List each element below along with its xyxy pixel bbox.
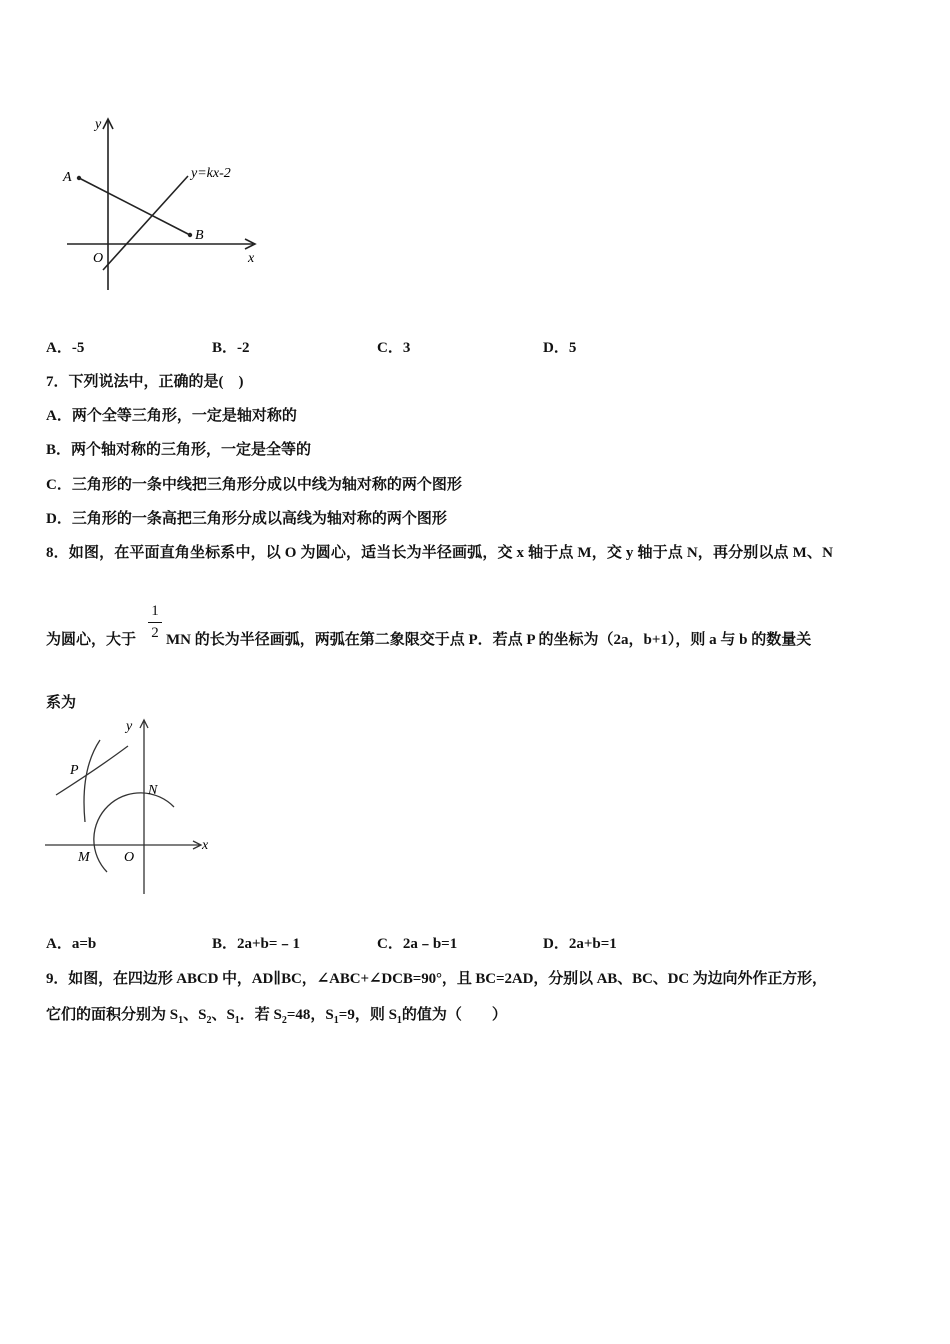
segment-ab <box>79 178 190 235</box>
point-b-dot <box>188 233 192 237</box>
x-axis-label: x <box>202 838 209 853</box>
q6-option-a[interactable]: A．-5 <box>46 340 85 356</box>
q9-text-part: =9，则 S <box>338 1007 397 1023</box>
subscript: 2 <box>206 1015 212 1026</box>
q8-line2-after: MN 的长为半径画弧，两弧在第二象限交于点 P．若点 P 的坐标为（2a，b+1），则 a 与 b 的数量关 <box>166 632 812 648</box>
q6-option-b[interactable]: B．-2 <box>212 340 250 356</box>
q8-option-a[interactable]: A．a=b <box>46 936 97 952</box>
q9-text-part: 它们的面积分别为 S <box>46 1007 179 1023</box>
q8-line3: 系为 <box>46 695 77 711</box>
point-a-label: A <box>63 170 72 185</box>
q9-line1: 9．如图，在四边形 ABCD 中，AD∥BC，∠ABC+∠DCB=90°，且 BC=2AD，分别以 AB、BC、DC 为边向外作正方形， <box>46 971 827 987</box>
q9-text-part: 的值为（ ） <box>401 1007 507 1023</box>
q9-line2 <box>46 1003 507 1026</box>
q7-option-d[interactable]: D．三角形的一条高把三角形分成以高线为轴对称的两个图形 <box>46 511 447 527</box>
q8-option-b[interactable]: B．2a+b=﹣1 <box>212 936 300 952</box>
arc-from-n <box>84 740 100 822</box>
line-y-kx-2 <box>103 176 188 270</box>
x-axis-label: x <box>248 251 255 266</box>
q7-option-b[interactable]: B．两个轴对称的三角形，一定是全等的 <box>46 442 312 458</box>
y-axis-label: y <box>95 117 102 132</box>
subscript: 2 <box>281 1015 287 1026</box>
subscript: 1 <box>178 1015 184 1026</box>
line-equation-label: y=kx-2 <box>191 166 231 181</box>
q8-line1: 8．如图，在平面直角坐标系中，以 O 为圆心，适当长为半径画弧，交 x 轴于点 M，交 y 轴于点 N，再分别以点 M、N <box>46 545 834 561</box>
point-a-dot <box>77 176 81 180</box>
subscript: 1 <box>234 1015 240 1026</box>
fraction-denominator: 2 <box>151 625 159 641</box>
q6-option-d[interactable]: D．5 <box>543 340 577 356</box>
y-axis-label: y <box>126 719 133 734</box>
q9-text-part: ．若 S <box>239 1007 282 1023</box>
origin-label: O <box>93 251 104 266</box>
q7-option-c[interactable]: C．三角形的一条中线把三角形分成以中线为轴对称的两个图形 <box>46 477 462 493</box>
q6-option-c[interactable]: C．3 <box>377 340 411 356</box>
arc-from-m <box>56 746 128 795</box>
q9-text-part: 、S <box>211 1007 235 1023</box>
subscript: 1 <box>396 1015 402 1026</box>
subscript: 1 <box>333 1015 339 1026</box>
figure-linear-function <box>55 110 275 300</box>
q8-option-d[interactable]: D．2a+b=1 <box>543 936 617 952</box>
point-b-label: B <box>195 228 204 243</box>
fraction-numerator: 1 <box>151 603 159 619</box>
q9-text-part: =48，S <box>286 1007 334 1023</box>
origin-label: O <box>124 850 135 865</box>
one-half-fraction <box>148 603 162 642</box>
q8-line2-before: 为圆心，大于 <box>46 632 137 648</box>
q7-option-a[interactable]: A．两个全等三角形，一定是轴对称的 <box>46 408 297 424</box>
point-n-label: N <box>148 783 158 798</box>
q7-stem: 7．下列说法中，正确的是( ) <box>46 374 244 390</box>
figure-compass-construction <box>40 712 230 902</box>
q9-text-part: 、S <box>183 1007 207 1023</box>
point-m-label: M <box>78 850 90 865</box>
point-p-label: P <box>70 763 79 778</box>
q8-option-c[interactable]: C．2a﹣b=1 <box>377 936 458 952</box>
